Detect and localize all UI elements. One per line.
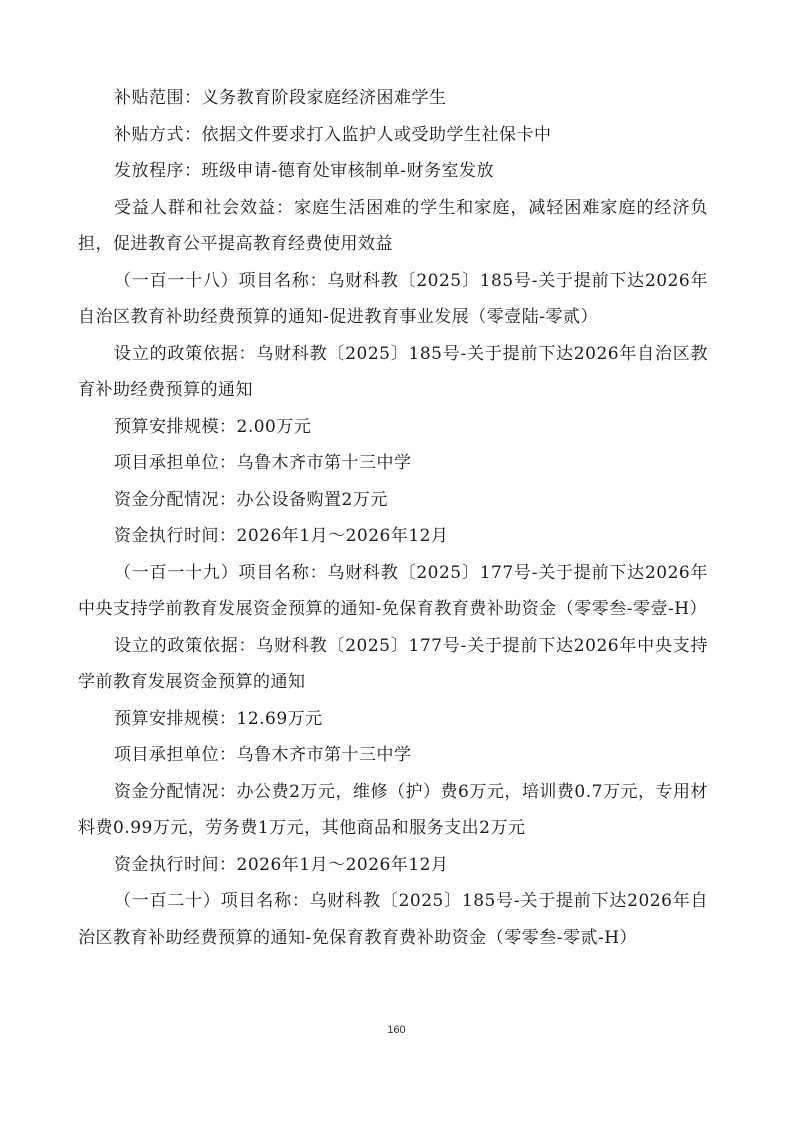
paragraph-subsidy-scope: 补贴范围：义务教育阶段家庭经济困难学生 [114, 88, 447, 108]
paragraph-project-119-policy-basis: 设立的政策依据：乌财科教〔2025〕177号-关于提前下达2026年中央支持学前教育发展资金预算的通知 [78, 635, 708, 692]
paragraph-project-118-policy-basis: 设立的政策依据：乌财科教〔2025〕185号-关于提前下达2026年自治区教育补助经费预算的通知 [78, 343, 708, 400]
paragraph-project-119-allocation: 资金分配情况：办公费2万元，维修（护）费6万元，培训费0.7万元，专用材料费0.99万元，劳务费1万元，其他商品和服务支出2万元 [78, 781, 708, 838]
paragraph-project-119-execution-time: 资金执行时间：2026年1月～2026年12月 [114, 854, 449, 875]
paragraph-project-118-allocation: 资金分配情况：办公设备购置2万元 [114, 489, 388, 510]
page-number: 160 [387, 1024, 406, 1036]
paragraph-project-118-unit: 项目承担单位：乌鲁木齐市第十三中学 [114, 453, 412, 473]
paragraph-project-118-execution-time: 资金执行时间：2026年1月～2026年12月 [114, 526, 449, 546]
document-body [78, 80, 708, 956]
paragraph-project-119-unit: 项目承担单位：乌鲁木齐市第十三中学 [114, 745, 412, 765]
paragraph-beneficiaries: 受益人群和社会效益：家庭生活困难的学生和家庭，减轻困难家庭的经济负担，促进教育公平提高教育经费使用效益 [78, 197, 708, 254]
paragraph-project-118-title: （一百一十八）项目名称：乌财科教〔2025〕185号-关于提前下达2026年自治区教育补助经费预算的通知-促进教育事业发展（零壹陆-零贰） [78, 270, 708, 327]
paragraph-project-120-title: （一百二十）项目名称：乌财科教〔2025〕185号-关于提前下达2026年自治区教育补助经费预算的通知-免保育教育费补助资金（零零叁-零贰-H） [78, 891, 708, 948]
paragraph-subsidy-method: 补贴方式：依据文件要求打入监护人或受助学生社保卡中 [114, 124, 552, 145]
paragraph-project-119-title: （一百一十九）项目名称：乌财科教〔2025〕177号-关于提前下达2026年中央支持学前教育发展资金预算的通知-免保育教育费补助资金（零零叁-零壹-H） [78, 562, 708, 619]
paragraph-project-118-budget: 预算安排规模：2.00万元 [114, 416, 312, 437]
paragraph-distribution-procedure: 发放程序：班级申请-德育处审核制单-财务室发放 [114, 161, 494, 181]
paragraph-project-119-budget: 预算安排规模：12.69万元 [114, 708, 323, 729]
